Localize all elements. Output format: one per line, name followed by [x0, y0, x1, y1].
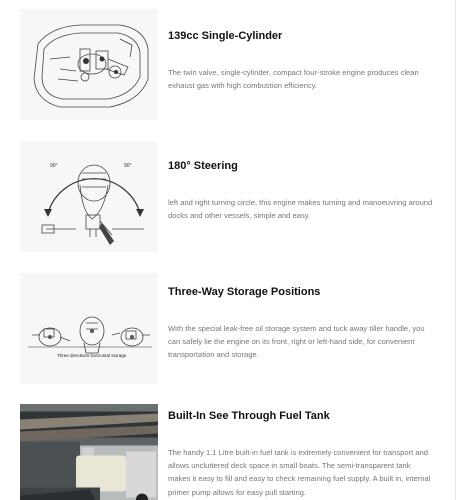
steering-left-label: 90°: [50, 163, 58, 169]
storage-caption: Three directions horizontal storage: [57, 353, 127, 358]
feature-description: left and right turning circle, this engine makes turning and manoeuvring around docks and other vessels, simple and easy.: [168, 198, 433, 221]
fuel-tank-photo-icon: [20, 404, 158, 500]
engine-drawing-icon: [20, 9, 158, 120]
steering-right-label: 90°: [124, 163, 132, 169]
feature-engine: [0, 0, 455, 130]
feature-description: The twin valve, single-cylinder, compact four-stroke engine produces clean exhaust gas with high combustion efficiency.: [168, 68, 419, 91]
feature-steering: [0, 130, 455, 265]
feature-storage: [0, 265, 455, 390]
feature-description: The handy 1.1 Litre built-in fuel tank is extremely convenient for transport and allows uncluttered deck space in small boats. The semi-transparent tank makes it easy to fill and easy to check remaining fuel supply. A built in, internal primer pump allows for easy pull starting.: [168, 448, 431, 497]
feature-fuel-tank: [0, 390, 455, 500]
feature-title: Built-In See Through Fuel Tank: [168, 410, 330, 422]
page-divider: [455, 0, 456, 500]
steering-drawing-icon: [20, 141, 158, 252]
feature-title: 180° Steering: [168, 160, 238, 172]
feature-title: Three-Way Storage Positions: [168, 286, 321, 298]
feature-description: With the special leak-free oil storage system and tuck away tiller handle, you can safely lie the engine on its front, right or left-hand side, for convenient transportation and storage.: [168, 324, 425, 360]
storage-drawing-icon: [20, 273, 158, 384]
feature-title: 139cc Single-Cylinder: [168, 30, 283, 42]
